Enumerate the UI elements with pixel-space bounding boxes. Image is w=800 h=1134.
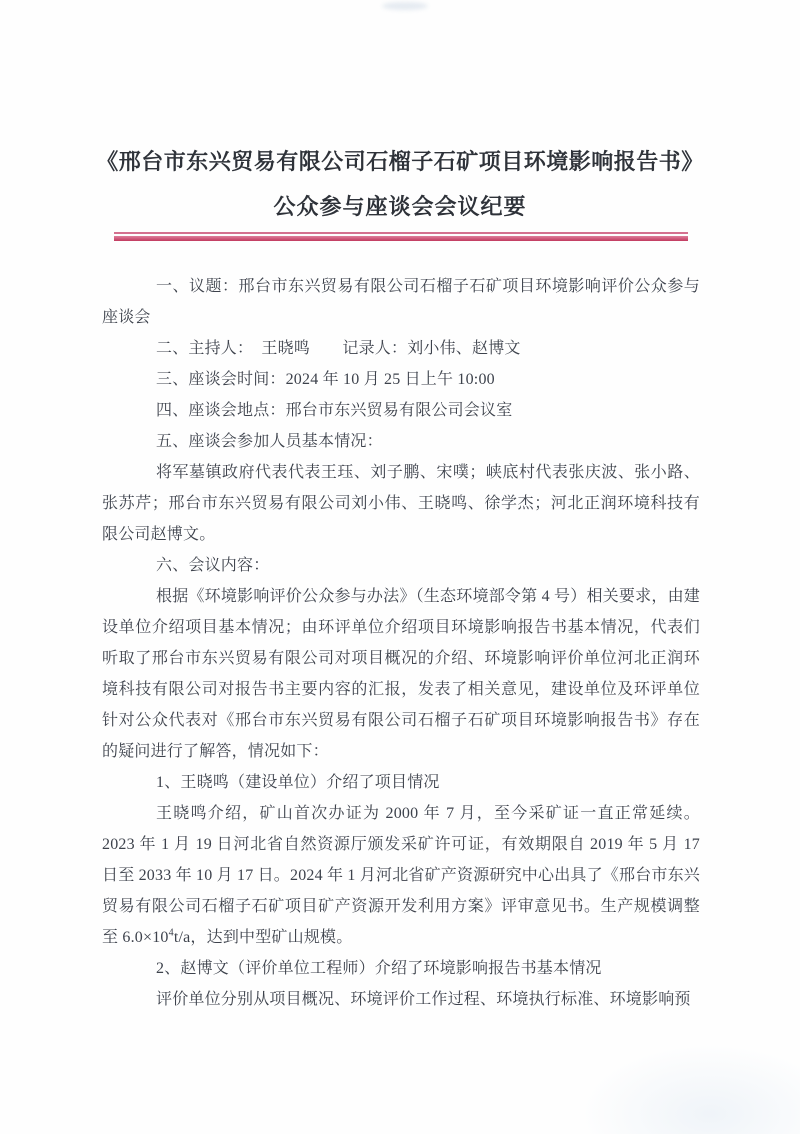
divider-thin-line xyxy=(114,232,688,234)
meeting-process-paragraph: 根据《环境影响评价公众参与办法》（生态环境部令第 4 号）相关要求，由建设单位介绍项目基本情况；由环评单位介绍项目环境影响报告书基本情况，代表们听取了邢台市东兴贸易有限公司对项目概况的介绍、环境影响评价单位河北正润环境科技有限公司对报告书主要内容的汇报，发表了相关意见，建设单位及环评单位针对公众代表对《邢台市东兴贸易有限公司石榴子石矿项目环境影响报告书》存在的疑问进行了解答，情况如下： xyxy=(102,588,700,760)
host-recorder-line: 二、主持人： 王晓鸣 记录人：刘小伟、赵博文 xyxy=(156,340,521,357)
speaker1-heading-line: 1、王晓鸣（建设单位）介绍了项目情况 xyxy=(156,774,440,791)
participants-heading-line: 五、座谈会参加人员基本情况： xyxy=(156,433,383,450)
topic-line: 一、议题：邢台市东兴贸易有限公司石榴子石矿项目环境影响评价公众参与座谈会 xyxy=(102,278,700,326)
meeting-content-heading-line: 六、会议内容： xyxy=(156,557,270,574)
document-title-block xyxy=(0,146,800,223)
participants-list-paragraph: 将军墓镇政府代表代表王珏、刘子鹏、宋噗；峡底村代表张庆波、张小路、张苏芹；邢台市东兴贸易有限公司刘小伟、王晓鸣、徐学杰；河北正润环境科技有限公司赵博文。 xyxy=(102,464,700,543)
meeting-time-line: 三、座谈会时间：2024 年 10 月 25 日上午 10:00 xyxy=(156,371,495,388)
divider-thick-line xyxy=(114,236,688,241)
paragraph-text-after-exponent: t/a，达到中型矿山规模。 xyxy=(173,929,353,946)
superscript-exponent: 4 xyxy=(168,927,174,939)
scan-smudge-artifact xyxy=(382,2,428,10)
speaker2-heading-line: 2、赵博文（评价单位工程师）介绍了环境影响报告书基本情况 xyxy=(156,960,602,977)
report-title: 《邢台市东兴贸易有限公司石榴子石矿项目环境影响报告书》 xyxy=(96,149,704,174)
title-divider-rule xyxy=(114,232,688,243)
project-introduction-paragraph xyxy=(102,798,700,953)
scan-corner-artifact xyxy=(580,1044,800,1134)
evaluation-intro-paragraph: 评价单位分别从项目概况、环境评价工作过程、环境执行标准、环境影响预 xyxy=(156,991,691,1008)
document-body xyxy=(102,271,700,1015)
meeting-location-line: 四、座谈会地点：邢台市东兴贸易有限公司会议室 xyxy=(156,402,513,419)
document-subtitle: 公众参与座谈会会议纪要 xyxy=(273,194,527,219)
paragraph-text-before-exponent: 王晓鸣介绍，矿山首次办证为 2000 年 7 月，至今采矿证一直正常延续。2023 年 1 月 19 日河北省自然资源厅颁发采矿许可证，有效期限自 2019 年 5 月 17 日至 2033 年 10 月 17 日。2024 年 1 月河北省矿产资源研究中心出具了《邢台市东兴贸易有限公司石榴子石矿项目矿产资源开发利用方案》评审意见书。生产规模调整至 6.0×10 xyxy=(102,805,701,946)
